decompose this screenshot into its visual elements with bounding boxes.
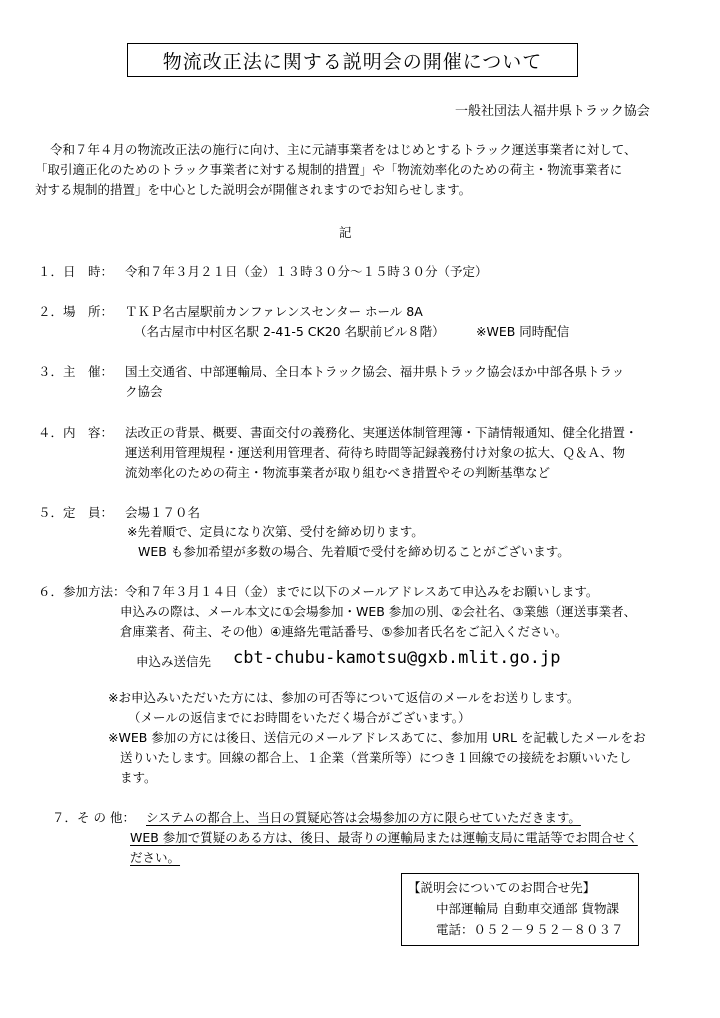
intro-line-3: 対する規制的措置」を中心とした説明会が開催されますのでお知らせします。 [35,182,472,197]
item-capacity-note-1: ※先着順で、定員になり次第、受付を締め切ります。 [127,524,424,539]
item-host-line-1: 国土交通省、中部運輸局、全日本トラック協会、福井県トラック協会ほか中部各県トラッ [125,364,625,379]
item-content-line-1: 法改正の背景、概要、書面交付の義務化、実運送体制管理簿・下請情報通知、健全化措置・ [125,425,638,440]
item-other-line-2: WEB 参加で質疑のある方は、後日、最寄りの運輸局または運輸支局に電話等でお問合せく [130,830,638,845]
item-method-label: ６．参加方法： [38,584,126,599]
item-method-note-1: ※お申込みいただいた方には、参加の可否等について返信のメールをお送りします。 [108,690,580,705]
item-host-line-2: ク協会 [125,384,163,399]
contact-dept: 中部運輸局 自動車交通部 貨物課 [436,901,619,916]
item-method-line-1: 令和７年３月１４日（金）までに以下のメールアドレスあて申込みをお願いします。 [125,584,599,599]
page-title-text: 物流改正法に関する説明会の開催について [162,50,543,73]
item-place-web: ※WEB 同時配信 [476,324,570,339]
item-date-label: １．日 時： [38,264,114,279]
organizer-name: 一般社団法人福井県トラック協会 [455,104,650,119]
item-content-line-2: 運送利用管理規程・運送利用管理者、荷待ち時間等記録義務付け対象の拡大、Ｑ＆Ａ、物 [125,445,626,460]
item-other-label: ７．そ の 他： [52,810,135,825]
item-capacity-note-2: WEB も参加希望が多数の場合、先着順で受付を締め切ることがございます。 [138,544,570,559]
item-method-note-3: ※WEB 参加の方には後日、送信元のメールアドレスあてに、参加用 URL を記載したメールをお [108,730,646,745]
item-other-line-1: システムの都合上、当日の質疑応答は会場参加の方に限らせていただきます。 [146,810,581,825]
item-place-label: ２．場 所： [38,304,114,319]
item-method-note-4: 送りいたします。回線の都合上、１企業（営業所等）につき１回線での接続をお願いいたし [120,750,632,765]
item-capacity-text: 会場１７０名 [125,505,201,520]
item-content-line-3: 流効率化のための荷主・物流事業者が取り組むべき措置やその判断基準など [125,465,551,480]
email-address: cbt-chubu-kamotsu@gxb.mlit.go.jp [233,648,561,668]
contact-heading: 【説明会についてのお問合せ先】 [408,880,596,895]
intro-line-1: 令和７年４月の物流改正法の施行に向け、主に元請事業者をはじめとするトラック運送事業者に対して、 [50,142,637,157]
item-place-address: （名古屋市中村区名駅 2-41-5 CK20 名駅前ビル８階） [134,324,445,339]
item-date-text: 令和７年３月２１日（金）１３時３０分～１５時３０分（予定） [125,264,488,279]
ki-heading: 記 [339,225,352,240]
item-method-line-2: 申込みの際は、メール本文に①会場参加・WEB 参加の別、②会社名、③業態（運送事業者、 [120,604,637,619]
item-host-label: ３．主 催： [38,364,114,379]
page-title [127,43,578,77]
item-method-line-3: 倉庫業者、荷主、その他）④連絡先電話番号、⑤参加者氏名をご記入ください。 [120,624,568,639]
item-content-label: ４．内 容： [38,425,114,440]
item-method-note-2: （メールの返信までにお時間をいただく場合がございます。） [128,710,471,725]
item-other-line-3: ださい。 [130,850,181,865]
contact-phone: 電話：０５２－９５２－８０３７ [436,922,624,937]
item-place-text: ＴＫＰ名古屋駅前カンファレンスセンター ホール 8A [125,304,423,319]
intro-line-2: 「取引適正化のためのトラック事業者に対する規制的措置」や「物流効率化のための荷主・物流事業者に [35,162,623,177]
email-label: 申込み送信先 [136,654,212,669]
item-capacity-label: ５．定 員： [38,505,114,520]
item-method-note-5: ます。 [120,770,157,785]
